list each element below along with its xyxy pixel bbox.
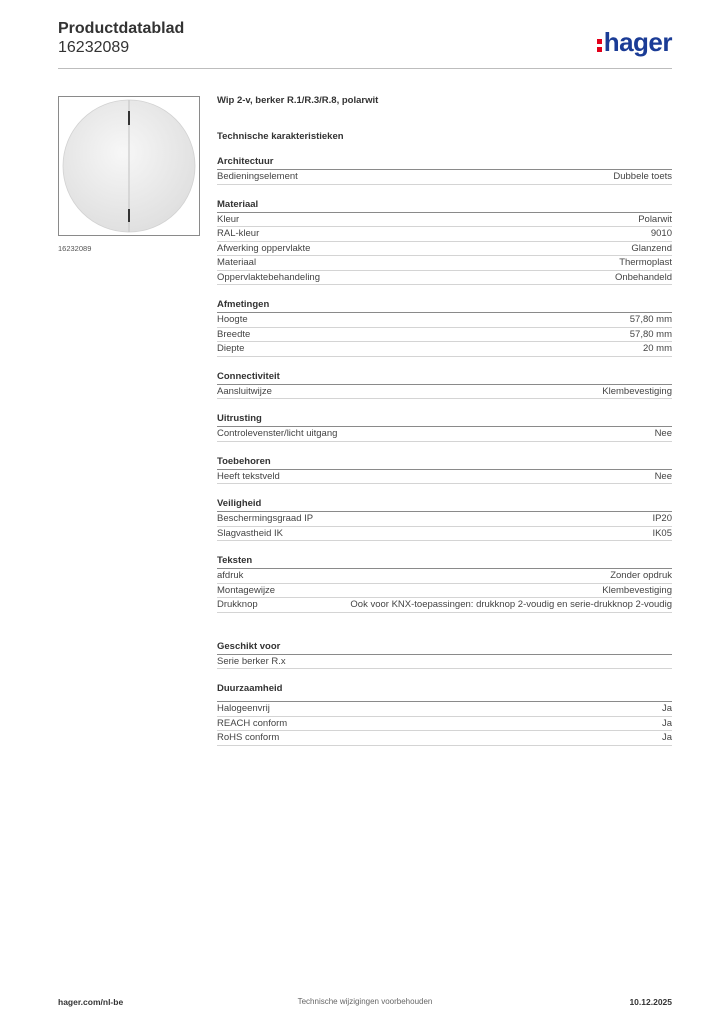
spec-value: IP20 (652, 513, 672, 524)
section-title: Duurzaamheid (217, 683, 672, 702)
section-title: Uitrusting (217, 413, 672, 427)
spec-value: Nee (654, 428, 672, 439)
section-geschikt-voor (217, 641, 672, 670)
spec-label: Kleur (217, 213, 240, 225)
spec-label: Beschermingsgraad IP (217, 513, 314, 524)
logo-dots-icon (597, 34, 603, 53)
spec-row (217, 328, 672, 343)
spec-value: Ja (661, 717, 672, 729)
spec-label: Hoogte (217, 314, 248, 325)
spec-row (217, 527, 672, 542)
spec-row (217, 385, 672, 400)
spec-label: afdruk (217, 570, 244, 581)
product-image (58, 96, 200, 236)
spec-value: Thermoplast (619, 257, 672, 268)
spec-value: Ja (661, 703, 672, 714)
spec-label: Breedte (217, 328, 251, 340)
spec-label: RAL-kleur (217, 228, 260, 239)
footer-date: 10.12.2025 (629, 997, 672, 1007)
section-title: Toebehoren (217, 456, 672, 470)
spec-row (217, 427, 672, 442)
spec-row (217, 717, 672, 732)
spec-label: Oppervlaktebehandeling (217, 271, 320, 283)
spec-label: Afwerking oppervlakte (217, 242, 311, 254)
footer-url-link[interactable]: hager.com/nl-be (58, 997, 124, 1007)
section-title: Teksten (217, 555, 672, 569)
spec-row (217, 598, 672, 613)
spec-value: Nee (654, 470, 672, 482)
spec-label: Halogeenvrij (217, 703, 270, 714)
spec-row (217, 170, 672, 185)
spec-value: 9010 (650, 228, 672, 239)
spec-value: IK05 (652, 527, 672, 539)
section-title: Afmetingen (217, 299, 672, 313)
section-materiaal (217, 199, 672, 286)
spec-label: REACH conform (217, 717, 288, 729)
header-divider (58, 68, 672, 69)
spec-value: 57,80 mm (629, 328, 672, 340)
spec-row (217, 313, 672, 328)
spec-row (217, 213, 672, 228)
section-connectiviteit (217, 371, 672, 400)
spec-row (217, 655, 672, 670)
spec-row (217, 227, 672, 242)
spec-label: Bedieningselement (217, 171, 298, 182)
document-number: 16232089 (58, 39, 130, 56)
section-title: Architectuur (217, 156, 672, 170)
spec-value: 20 mm (642, 343, 672, 354)
spec-row (217, 271, 672, 286)
footer-note: Technische wijzigingen voorbehouden (297, 997, 433, 1006)
spec-row (217, 731, 672, 746)
spec-row (217, 584, 672, 599)
spec-row (217, 242, 672, 257)
spec-value: Zonder opdruk (610, 570, 672, 581)
logo-text: hager (603, 27, 672, 57)
page-header (58, 20, 672, 70)
spec-label: RoHS conform (217, 732, 280, 743)
tech-heading: Technische karakteristieken (217, 131, 344, 142)
spec-label: Serie berker R.x (217, 655, 286, 667)
spec-label: Aansluitwijze (217, 385, 272, 397)
spec-row (217, 702, 672, 717)
double-rocker-switch-icon (59, 97, 199, 235)
spec-value: Ja (661, 732, 672, 743)
image-caption: 16232089 (58, 244, 92, 253)
section-architectuur (217, 156, 672, 185)
spec-value: Dubbele toets (613, 171, 672, 182)
section-title: Materiaal (217, 199, 672, 213)
spec-value: Polarwit (638, 213, 672, 225)
section-teksten (217, 555, 672, 613)
section-veiligheid (217, 498, 672, 541)
spec-value: 57,80 mm (629, 314, 672, 325)
section-title: Connectiviteit (217, 371, 672, 385)
spec-label: Montagewijze (217, 584, 276, 596)
spec-value: Ook voor KNX-toepassingen: drukknop 2-voudig en serie-drukknop 2-voudig (350, 599, 672, 610)
spec-label: Diepte (217, 343, 245, 354)
spec-row (217, 569, 672, 584)
spec-row (217, 512, 672, 527)
spec-label: Drukknop (217, 599, 258, 610)
spec-value: Onbehandeld (614, 271, 672, 283)
spec-label: Materiaal (217, 257, 257, 268)
spec-value: Klembevestiging (602, 385, 672, 397)
spec-value: Klembevestiging (602, 584, 672, 596)
spec-label: Heeft tekstveld (217, 470, 280, 482)
spec-row (217, 342, 672, 357)
spec-row (217, 256, 672, 271)
hager-logo (597, 27, 672, 58)
section-toebehoren (217, 456, 672, 485)
section-afmetingen (217, 299, 672, 357)
section-duurzaamheid (217, 683, 672, 746)
spec-label: Slagvastheid IK (217, 527, 284, 539)
document-title: Productdatablad (58, 20, 185, 37)
spec-content (217, 95, 672, 746)
spec-value: Glanzend (631, 242, 672, 254)
product-name: Wip 2-v, berker R.1/R.3/R.8, polarwit (217, 95, 379, 106)
section-uitrusting (217, 413, 672, 442)
spec-label: Controlevenster/licht uitgang (217, 428, 338, 439)
section-title: Veiligheid (217, 498, 672, 512)
section-title: Geschikt voor (217, 641, 672, 655)
spec-row (217, 470, 672, 485)
